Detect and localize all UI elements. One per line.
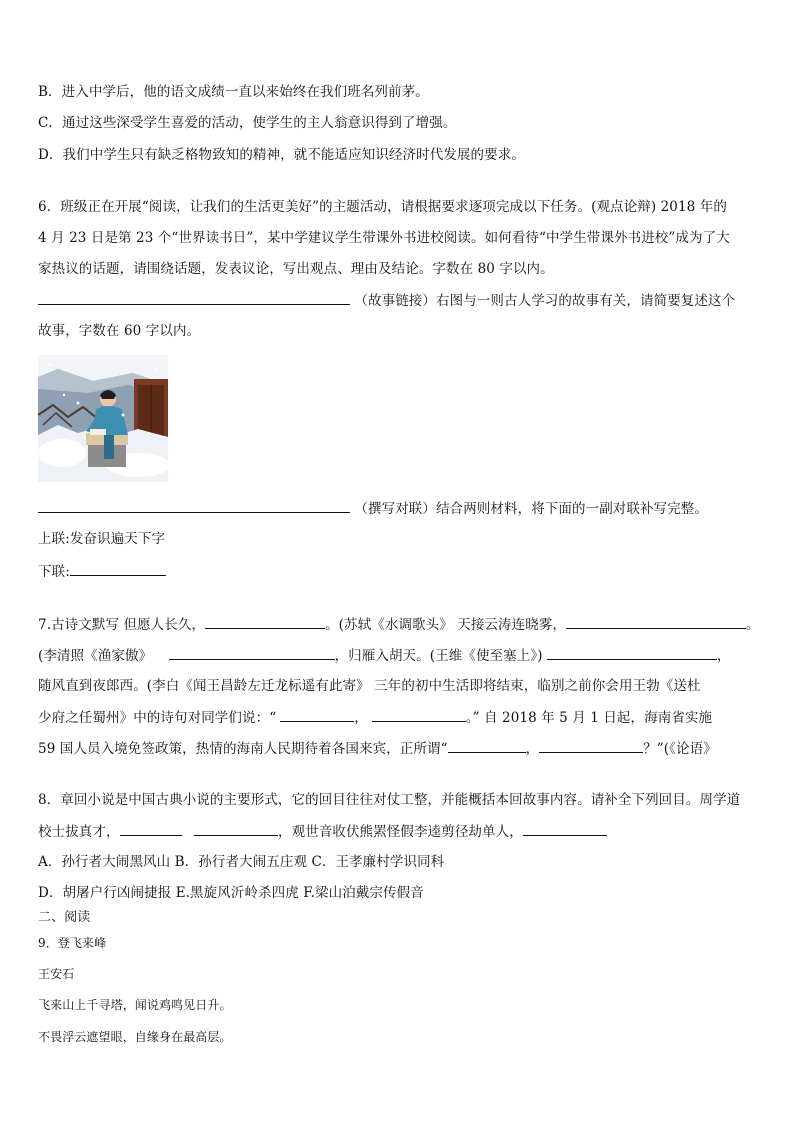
q7-text: 。 <box>746 617 760 633</box>
q8-options-2: D．胡屠户行凶闹捷报 E.黑旋风沂岭杀四虎 F.梁山泊戴宗传假音 <box>38 885 424 901</box>
q7-text: ？”(《论语》 <box>643 741 717 757</box>
q6-story-prompt: （故事链接）右图与一则古人学习的故事有关，请简要复述这个 <box>354 293 736 309</box>
poem-author: 王安石 <box>38 967 75 981</box>
q7-text: 7.古诗文默写 但愿人长久， <box>38 617 206 633</box>
answer-blank[interactable] <box>38 290 350 305</box>
snow-reading-illustration <box>38 355 168 482</box>
q7-line-3: 随风直到夜郎西。(李白《闻王昌龄左迁龙标遥有此寄》 三年的初中生活即将结束，临别之前你会用王勃《送杜 <box>38 678 701 694</box>
q7-text: ， <box>354 710 368 726</box>
answer-blank[interactable] <box>523 821 607 836</box>
answer-blank[interactable] <box>120 821 182 836</box>
q6-line-2: 4 月 23 日是第 23 个“世界读书日”，某中学建议学生带课外书进校阅读。如何看待“中学生带课外书进校”成为了大 <box>38 230 730 246</box>
q7-text: ，归雁入胡天。(王维《使至塞上》) <box>334 648 543 664</box>
q7-text: 。(苏轼《水调歌头》 天接云涛连晓雾， <box>325 617 567 633</box>
q7-line-1 <box>38 614 760 635</box>
q7-line-5 <box>38 738 756 759</box>
option-b: B．进入中学后，他的语文成绩一直以来始终在我们班名列前茅。 <box>38 84 429 100</box>
answer-blank[interactable] <box>70 561 166 576</box>
option-c: C．通过这些深受学生喜爱的活动，使学生的主人翁意识得到了增强。 <box>38 115 457 131</box>
answer-blank[interactable] <box>194 821 278 836</box>
q8-options-1: A．孙行者大闹黑风山 B．孙行者大闹五庄观 C．王孝廉村学识同科 <box>38 854 445 870</box>
q7-text: (李清照《渔家傲》 <box>38 648 153 664</box>
option-d: D．我们中学生只有缺乏格物致知的精神，就不能适应知识经济时代发展的要求。 <box>38 147 525 163</box>
q7-text: 。” 自 2018 年 5 月 1 日起，海南省实施 <box>465 710 713 726</box>
couplet-upper: 上联:发奋识遍天下字 <box>38 531 166 547</box>
q7-text: 少府之任蜀州》中的诗句对同学们说：“ <box>38 710 277 726</box>
answer-blank[interactable] <box>539 738 643 753</box>
q8-line-2 <box>38 821 756 842</box>
answer-blank[interactable] <box>280 707 354 722</box>
q6-line-1: 6．班级正在开展“阅读，让我们的生活更美好”的主题活动，请根据要求逐项完成以下任务。(观点论辩) 2018 年的 <box>38 199 727 215</box>
q7-line-4 <box>38 707 756 728</box>
q7-text: ， <box>525 741 540 757</box>
poem-line-2: 不畏浮云遮望眼，自缘身在最高层。 <box>38 1030 232 1044</box>
q7-text: ， <box>716 648 731 664</box>
answer-blank[interactable] <box>372 707 466 722</box>
answer-blank[interactable] <box>169 645 335 660</box>
answer-blank[interactable] <box>547 645 717 660</box>
q8-line-1: 8．章回小说是中国古典小说的主要形式，它的回目往往对仗工整，并能概括本回故事内容。请补全下列回目。周学道 <box>38 792 741 808</box>
poem-line-1: 飞来山上千寻塔，闻说鸡鸣见日升。 <box>38 998 232 1012</box>
q6-line-4 <box>38 290 756 311</box>
q6-line-6 <box>38 498 756 519</box>
q7-line-2 <box>38 645 756 666</box>
couplet-lower-label: 下联: <box>38 564 70 580</box>
couplet-lower <box>38 561 756 582</box>
section-heading: 二、阅读 <box>38 910 91 925</box>
answer-blank[interactable] <box>38 498 350 513</box>
answer-blank[interactable] <box>205 614 325 629</box>
q7-text: 59 国人员入境免签政策，热情的海南人民期待着各国来宾，正所谓“ <box>38 741 448 757</box>
q6-line-3: 家热议的话题，请围绕话题，发表议论，写出观点、理由及结论。字数在 80 字以内。 <box>38 261 554 277</box>
q6-couplet-prompt: （撰写对联）结合两则材料，将下面的一副对联补写完整。 <box>354 501 709 517</box>
q9-title: 9．登飞来峰 <box>38 936 107 950</box>
q8-text: 校士拔真才， <box>38 824 120 840</box>
answer-blank[interactable] <box>448 738 526 753</box>
q6-line-5: 故事，字数在 60 字以内。 <box>38 323 201 339</box>
answer-blank[interactable] <box>566 614 746 629</box>
q8-text: ，观世音收伏熊罴怪假李逵剪径劫单人， <box>278 824 523 840</box>
